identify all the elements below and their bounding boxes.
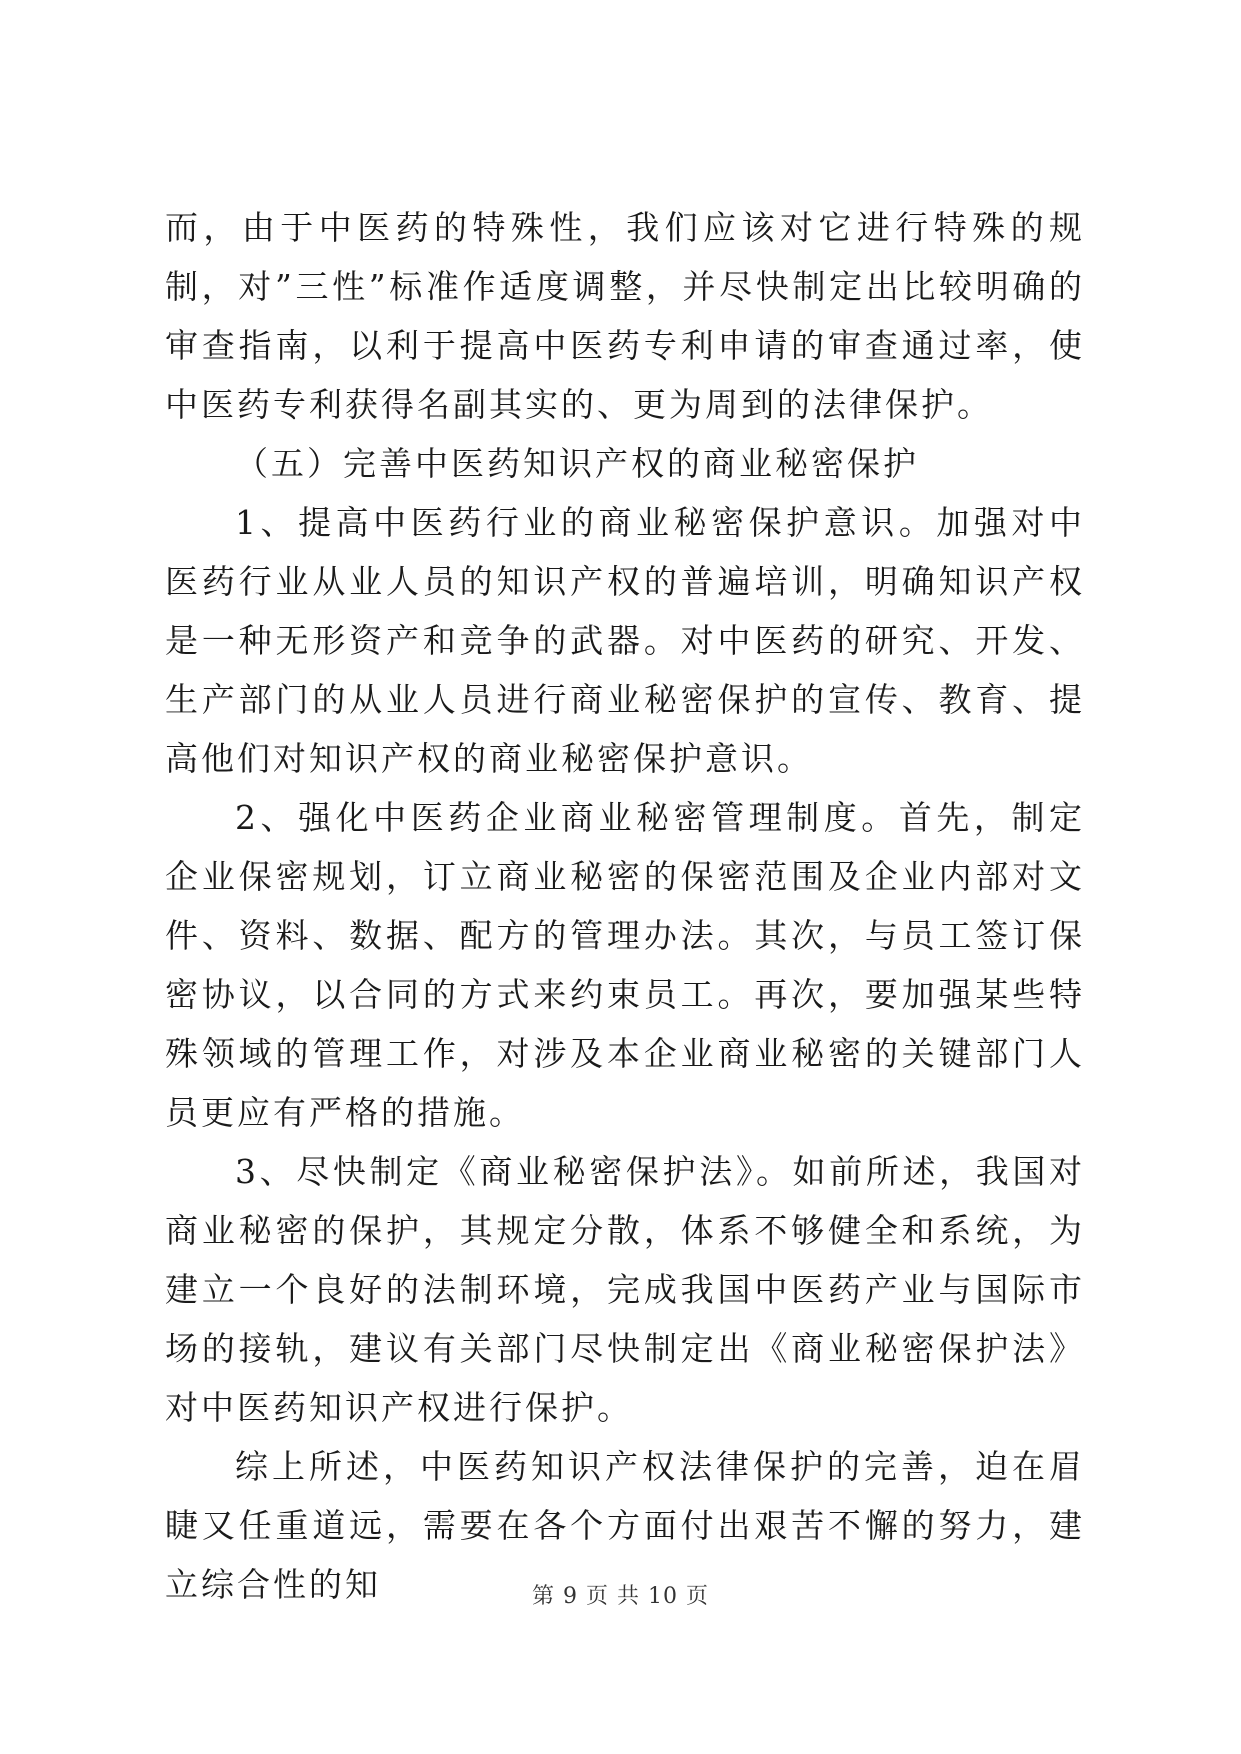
conclusion-paragraph: 综上所述，中医药知识产权法律保护的完善，迫在眉睫又任重道远，需要在各个方面付出艰苦不懈的努力，建立综合性的知: [165, 1447, 1085, 1604]
section-heading: （五）完善中医药知识产权的商业秘密保护: [235, 444, 919, 483]
item-paragraph-1: 1、提高中医药行业的商业秘密保护意识。加强对中医药行业从业人员的知识产权的普遍培训，明确知识产权是一种无形资产和竞争的武器。对中医药的研究、开发、生产部门的从业人员进行商业秘密保护的宣传、教育、提高他们对知识产权的商业秘密保护意识。: [165, 503, 1085, 778]
item-paragraph-2: 2、强化中医药企业商业秘密管理制度。首先，制定企业保密规划，订立商业秘密的保密范围及企业内部对文件、资料、数据、配方的管理办法。其次，与员工签订保密协议，以合同的方式来约束员工。再次，要加强某些特殊领域的管理工作，对涉及本企业商业秘密的关键部门人员更应有严格的措施。: [165, 798, 1085, 1132]
document-body: [165, 198, 1085, 1614]
continued-paragraph: 而，由于中医药的特殊性，我们应该对它进行特殊的规制，对”三性”标准作适度调整，并尽快制定出比较明确的审查指南，以利于提高中医药专利申请的审查通过率，使中医药专利获得名副其实的、更为周到的法律保护。: [165, 208, 1085, 424]
item-paragraph-3: 3、尽快制定《商业秘密保护法》。如前所述，我国对商业秘密的保护，其规定分散，体系不够健全和系统，为建立一个良好的法制环境，完成我国中医药产业与国际市场的接轨，建议有关部门尽快制定出《商业秘密保护法》对中医药知识产权进行保护。: [165, 1152, 1085, 1427]
page-footer: 第 9 页 共 10 页: [532, 1584, 709, 1609]
